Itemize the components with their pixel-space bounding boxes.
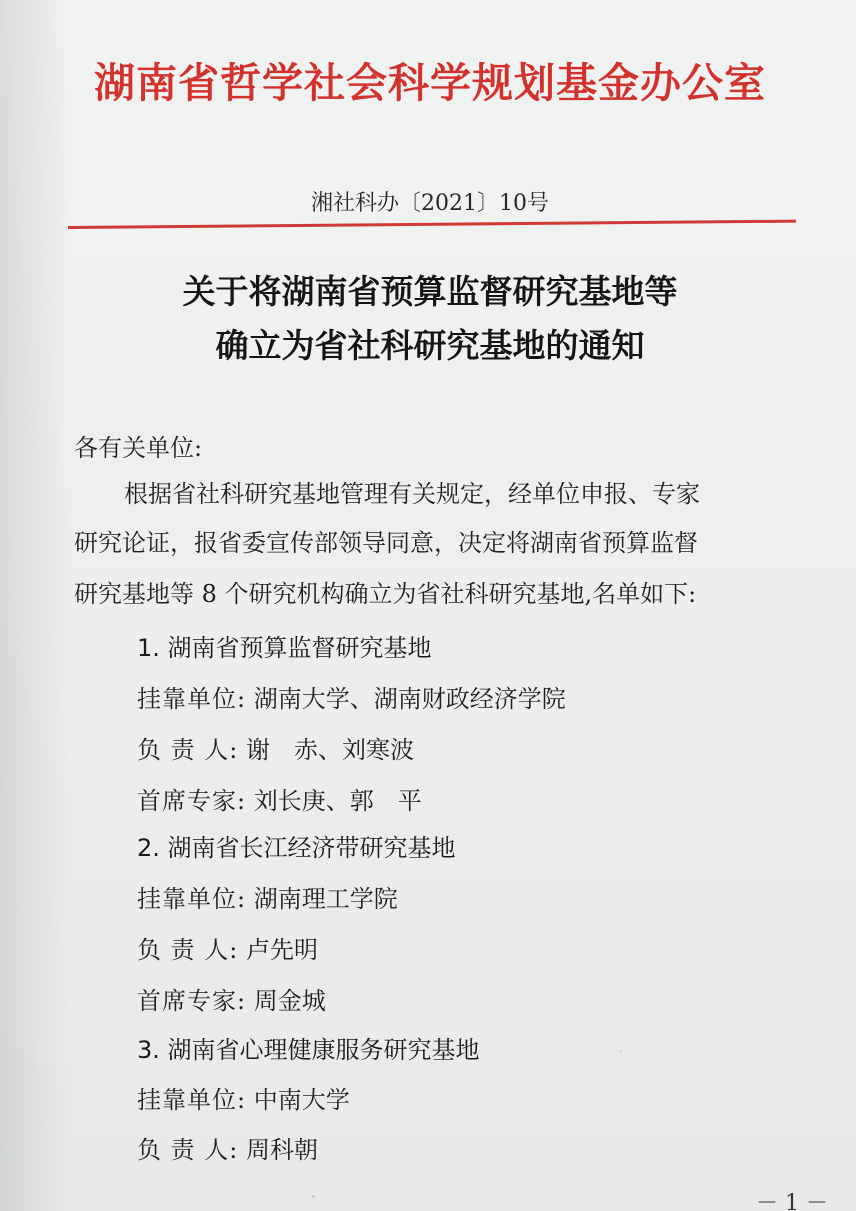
lead-label: 负 责 人: — [137, 736, 239, 764]
lead-label: 负 责 人: — [137, 1136, 239, 1164]
host-unit-label: 挂靠单位: — [137, 885, 247, 913]
chief-expert-label: 首席专家: — [137, 987, 247, 1015]
paragraph-line: 研究基地等 8 个研究机构确立为省社科研究基地,名单如下: — [74, 580, 697, 608]
lead-value: 谢 赤、刘寒波 — [245, 736, 414, 764]
page-number: － 1 － — [756, 1191, 828, 1211]
host-unit-value: 湖南大学、湖南财政经济学院 — [253, 685, 566, 713]
issuer-header: 湖南省哲学社会科学规划基金办公室 — [94, 59, 766, 107]
host-unit-row — [137, 879, 398, 914]
host-unit-row — [137, 1080, 350, 1115]
host-unit-label: 挂靠单位: — [137, 1086, 247, 1114]
lead-label: 负 责 人: — [137, 936, 239, 964]
chief-expert-value: 刘长庚、郭 平 — [253, 787, 422, 815]
document-number: 湘社科办〔2021〕10号 — [311, 191, 549, 216]
paper-speck — [312, 1195, 315, 1198]
lead-row — [137, 730, 414, 765]
host-unit-value: 湖南理工学院 — [253, 885, 398, 913]
lead-value: 卢先明 — [245, 936, 318, 964]
host-unit-row — [137, 679, 566, 714]
chief-expert-value: 周金城 — [253, 987, 326, 1015]
host-unit-value: 中南大学 — [253, 1086, 350, 1114]
paragraph-line: 研究论证，报省委宣传部领导同意，决定将湖南省预算监督 — [74, 529, 698, 557]
base-heading: 1. 湖南省预算监督研究基地 — [137, 634, 432, 662]
lead-row — [137, 1130, 318, 1165]
chief-expert-row — [137, 981, 326, 1016]
chief-expert-row — [137, 781, 422, 816]
base-heading: 2. 湖南省长江经济带研究基地 — [137, 834, 456, 862]
base-heading: 3. 湖南省心理健康服务研究基地 — [137, 1036, 480, 1064]
red-divider-line — [68, 220, 796, 229]
paper-shadow — [0, 0, 70, 1211]
lead-row — [137, 930, 318, 965]
chief-expert-label: 首席专家: — [137, 787, 247, 815]
host-unit-label: 挂靠单位: — [137, 685, 247, 713]
lead-value: 周科朝 — [245, 1136, 318, 1164]
notice-title-line-1: 关于将湖南省预算监督研究基地等 — [182, 272, 678, 311]
paragraph-line: 根据省社科研究基地管理有关规定，经单位申报、专家 — [124, 480, 700, 508]
paper-speck — [620, 1050, 622, 1052]
salutation: 各有关单位: — [74, 434, 203, 462]
notice-title-line-2: 确立为省社科研究基地的通知 — [215, 326, 645, 365]
